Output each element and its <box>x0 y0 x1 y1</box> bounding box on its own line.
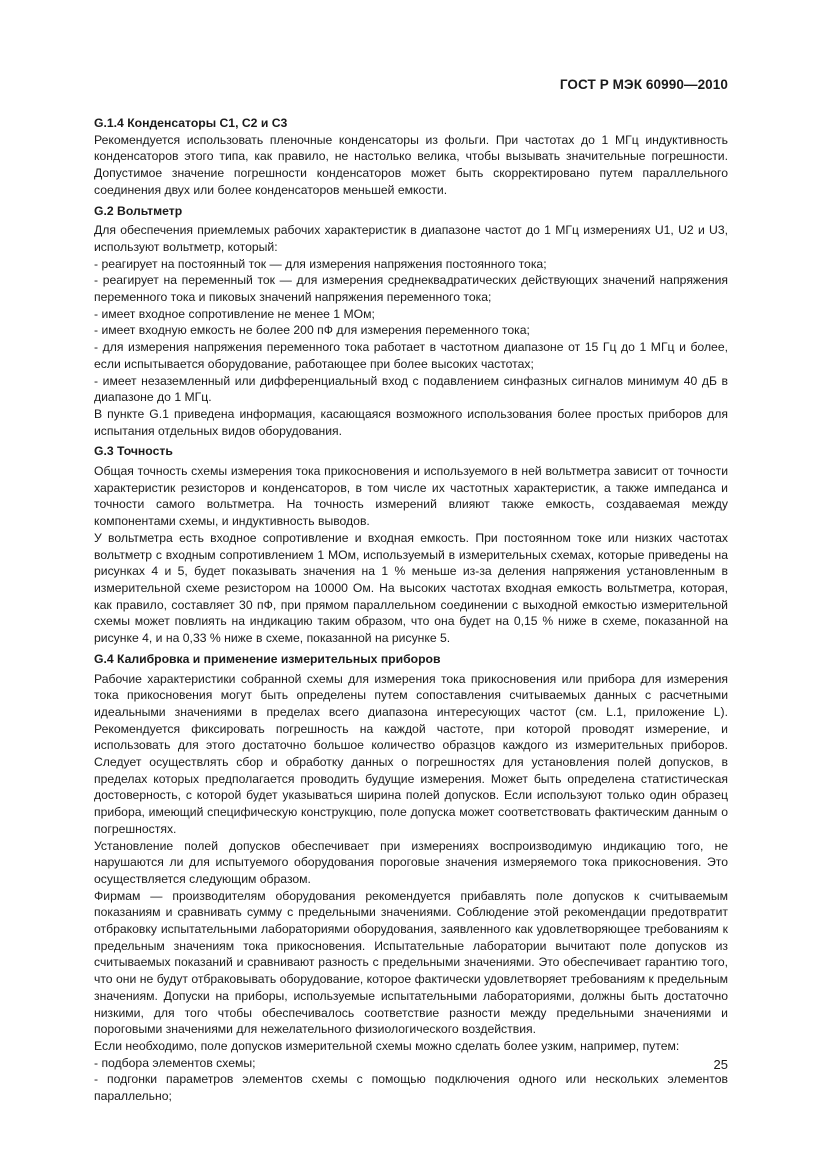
paragraph: Для обеспечения приемлемых рабочих характеристик в диапазоне частот до 1 МГц измерениях U1, U2 и U3, используют вольтметр, который: <box>94 223 728 254</box>
paragraph: Рекомендуется использовать пленочные конденсаторы из фольги. При частотах до 1 МГц индуктивность конденсаторов этого типа, как правило, не настолько велика, чтобы вызывать значительные погрешности. Допустимое значение погрешности конденсаторов может быть скорректировано путем параллельного соединения двух или более конденсаторов меньшей емкости. <box>94 132 728 197</box>
list-item: - имеет входную емкость не более 200 пФ для измерения переменного тока; <box>94 323 530 338</box>
list-item: - подгонки параметров элементов схемы с помощью подключения одного или нескольких элементов параллельно; <box>94 1072 728 1104</box>
paragraph: Если необходимо, поле допусков измерительной схемы можно сделать более узким, например, путем: <box>94 1038 680 1053</box>
list-item: - реагирует на постоянный ток — для измерения напряжения постоянного тока; <box>94 256 547 271</box>
list-item: - для измерения напряжения переменного тока работает в частотном диапазоне от 15 Гц до 1 МГц и более, если испытывается оборудование, работающее при более высоких частотах; <box>94 340 728 371</box>
list-item: - реагирует на переменный ток — для измерения среднеквадратических действующих значений напряжения переменного тока и пиковых значений напряжения переменного тока; <box>94 273 728 305</box>
list-item: - подбора элементов схемы; <box>94 1055 256 1070</box>
section-heading <box>94 115 728 132</box>
paragraph: В пункте G.1 приведена информация, касающаяся возможного использования более простых приборов для испытания отдельных видов оборудования. <box>94 406 728 438</box>
section-heading: G.3 Точность <box>94 444 173 459</box>
section-heading: G.4 Калибровка и применение измерительных приборов <box>94 651 441 666</box>
page-header: ГОСТ Р МЭК 60990—2010 <box>559 77 728 92</box>
page-number: 25 <box>713 1057 728 1072</box>
list-item: - имеет незаземленный или дифференциальный вход с подавлением синфазных сигналов минимум 40 дБ в диапазоне до 1 МГц. <box>94 373 728 405</box>
section-heading-text: G.1.4 Конденсаторы C1, C2 и C3 <box>94 116 288 130</box>
paragraph: У вольтметра есть входное сопротивление и входная емкость. При постоянном токе или низких частотах вольтметр с входным сопротивлением 1 МОм, используемый в измерительных схемах, которые приведены на рисунках 4 и 5, будет показывать значения на 1 % меньше из-за деления напряжения установленным в измерительной схеме резистором на 10000 Ом. На высоких частотах входная емкость вольтметра, которая, как правило, составляет 30 пФ, при прямом параллельном соединении с выходной емкостью измерительной схемы может повлиять на индикацию таким образом, что она будет на 0,15 % ниже в схеме, показанной на рисунке 4, и на 0,33 % ниже в схеме, показанной на рисунке 5. <box>94 530 728 646</box>
document-body <box>94 115 728 1105</box>
paragraph: Общая точность схемы измерения тока прикосновения и используемого в ней вольтметра зависит от точности характеристик резисторов и конденсаторов, в том числе их частотных характеристик, а также импеданса и точности самого вольтметра. На точность измерений влияют также емкость, создаваемая между компонентами схемы, и индуктивность выводов. <box>94 464 728 529</box>
list-item: - имеет входное сопротивление не менее 1 МОм; <box>94 306 375 321</box>
paragraph: Установление полей допусков обеспечивает при измерениях воспроизводимую индикацию того, не нарушаются ли для испытуемого оборудования пороговые значения измеряемого тока прикосновения. Это осуществляется следующим образом. <box>94 838 728 886</box>
paragraph: Рабочие характеристики собранной схемы для измерения тока прикосновения или прибора для измерения тока прикосновения могут быть определены путем сопоставления считываемых данных с расчетными идеальными значениями в пределах всего диапазона интересующих частот (см. L.1, приложение L). Рекомендуется фиксировать погрешность на каждой частоте, при которой проводят измерение, и использовать для этого достаточно большое количество образцов каждого из измерительных приборов. Следует осуществлять сбор и обработку данных о погрешностях для установления полей допусков, в пределах которых предполагается проводить будущие измерения. Может быть определена статистическая достоверность, с которой будет указываться ширина полей допусков. Если используют только один образец прибора, имеющий специфическую конструкцию, поле допуска может соответствовать фактическим данным о погрешностях. <box>94 671 728 836</box>
paragraph: Фирмам — производителям оборудования рекомендуется прибавлять поле допусков к считываемым показаниям и сравнивать сумму с предельными значениями. Соблюдение этой рекомендации предотвратит отбраковку испытательными лабораториями оборудования, заявленного как удовлетворяющее требованиям к предельным значениям тока прикосновения. Испытательные лаборатории вычитают поле допусков из считываемых показаний и сравнивают разность с предельными значениями. Это обеспечивает гарантию того, что они не будут отбраковывать оборудование, которое фактически удовлетворяет требованиям к предельным значениям. Допуски на приборы, используемые испытательными лабораториями, должны быть достаточно низкими, для того чтобы обеспечивалось соответствие разности между предельными значениями и пороговыми значениями для нежелательного физиологического воздействия. <box>94 888 728 1037</box>
section-heading: G.2 Вольтметр <box>94 203 183 218</box>
